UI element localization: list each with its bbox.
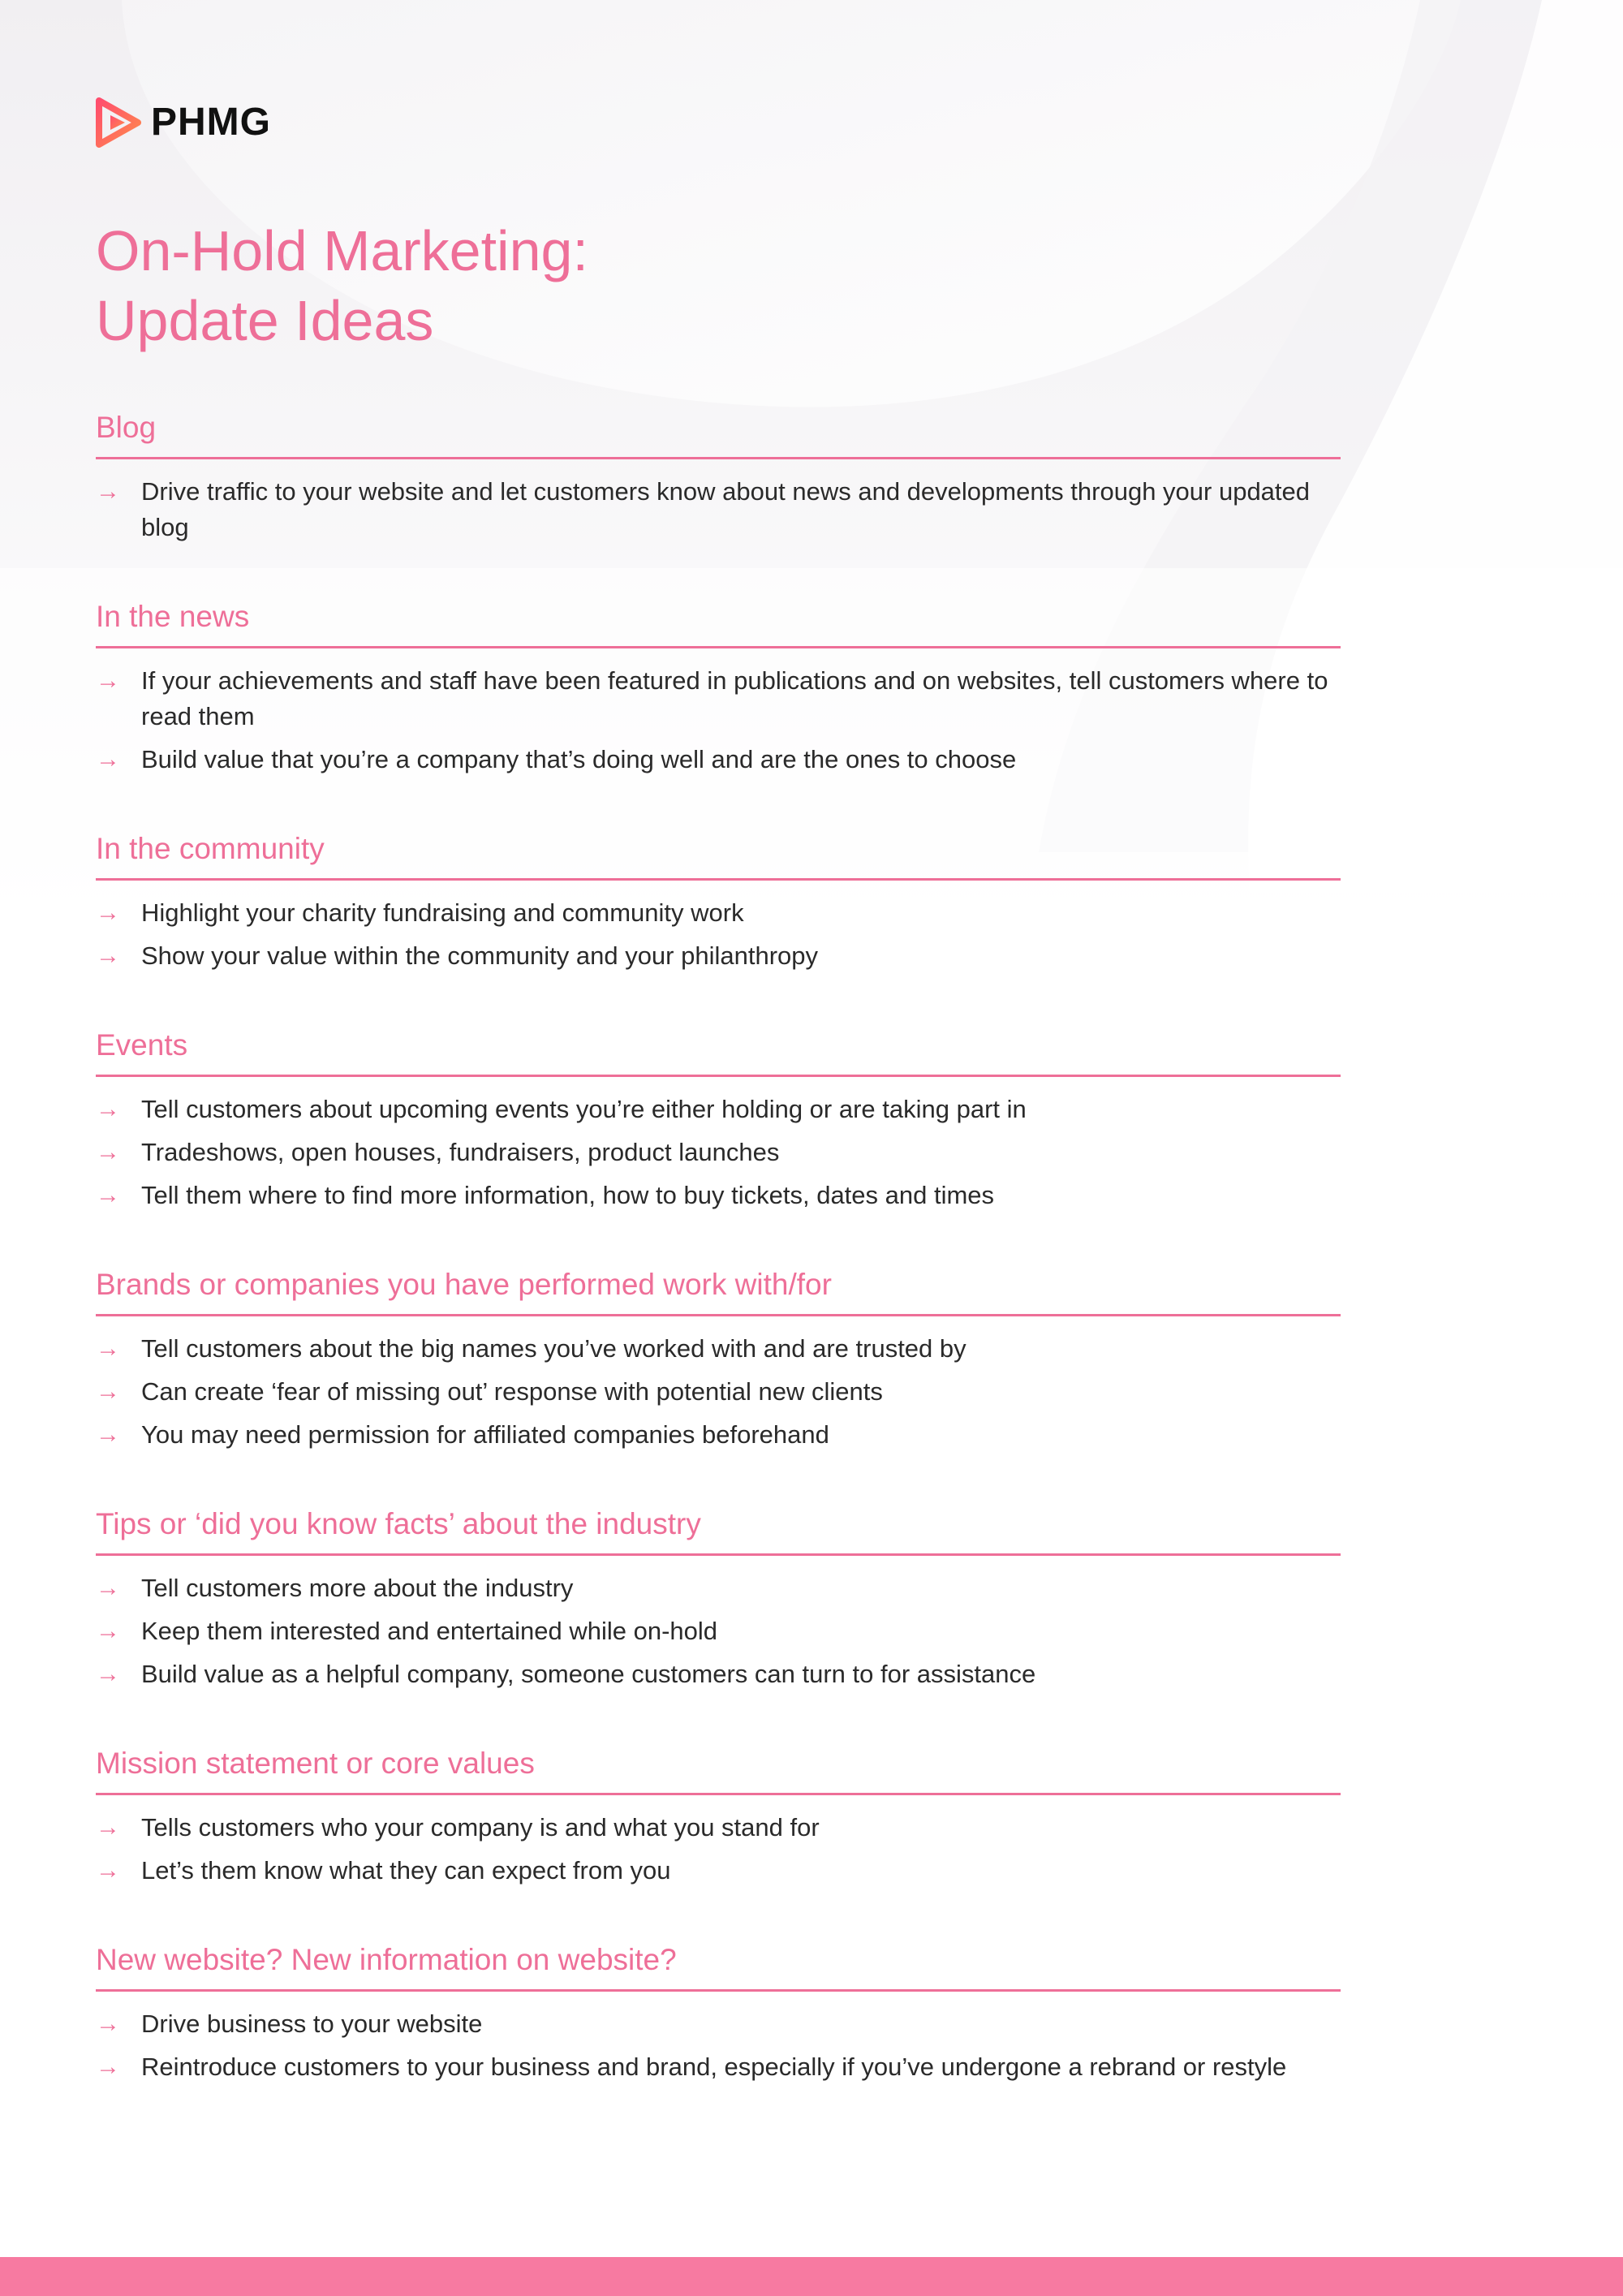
footer-bar [0,2257,1623,2296]
bullet-text: Tells customers who your company is and what you stand for [141,1813,820,1842]
list-item [96,895,1341,931]
section-mission [96,1746,1341,1889]
list-item [96,1092,1341,1127]
section-in-the-community [96,831,1341,974]
page-title-line-2: Update Ideas [96,289,434,352]
arrow-right-icon: → [96,1574,120,1601]
arrow-right-icon: → [96,1857,120,1884]
arrow-right-icon: → [96,1661,120,1687]
list-item [96,1331,1341,1367]
bullet-list [96,1810,1341,1889]
arrow-right-icon: → [96,1618,120,1644]
bullet-text: Reintroduce customers to your business and brand, especially if you’ve undergone a rebrand or restyle [141,2053,1287,2081]
page-title [96,216,588,355]
list-item [96,1135,1341,1170]
section-brands [96,1267,1341,1453]
list-item [96,742,1341,778]
section-heading: Tips or ‘did you know facts’ about the industry [96,1506,1341,1556]
bullet-text: Highlight your charity fundraising and community work [141,898,744,927]
arrow-right-icon: → [96,1378,120,1405]
list-item [96,1613,1341,1649]
list-item [96,2006,1341,2042]
list-item [96,1853,1341,1889]
list-item [96,1417,1341,1453]
bullet-text: Build value that you’re a company that’s doing well and are the ones to choose [141,745,1017,773]
list-item [96,1656,1341,1692]
list-item [96,2049,1341,2085]
arrow-right-icon: → [96,1182,120,1208]
section-heading: Blog [96,410,1341,459]
section-heading: In the news [96,599,1341,648]
bullet-text: Tell customers about the big names you’ve worked with and are trusted by [141,1334,966,1363]
bullet-text: Keep them interested and entertained while on-hold [141,1617,718,1645]
bullet-text: Drive business to your website [141,2010,483,2038]
phmg-play-icon [96,97,141,148]
arrow-right-icon: → [96,2010,120,2037]
bullet-list [96,474,1341,545]
arrow-right-icon: → [96,478,120,505]
bullet-text: Drive traffic to your website and let customers know about news and developments through your updated blog [141,477,1311,541]
section-heading: New website? New information on website? [96,1942,1341,1992]
bullet-list [96,2006,1341,2085]
bullet-list [96,895,1341,974]
section-heading: In the community [96,831,1341,881]
arrow-right-icon: → [96,942,120,969]
brand-name: PHMG [151,101,271,144]
list-item [96,1178,1341,1213]
bullet-text: You may need permission for affiliated companies beforehand [141,1420,829,1449]
section-blog [96,410,1341,545]
section-in-the-news [96,599,1341,778]
bullet-text: Can create ‘fear of missing out’ response with potential new clients [141,1377,883,1406]
bullet-text: Tell customers more about the industry [141,1574,574,1602]
brand-logo [96,97,271,148]
arrow-right-icon: → [96,1335,120,1362]
bullet-text: Tell customers about upcoming events you’re either holding or are taking part in [141,1095,1027,1123]
section-heading: Brands or companies you have performed work with/for [96,1267,1341,1316]
arrow-right-icon: → [96,746,120,773]
bullet-text: Build value as a helpful company, someone customers can turn to for assistance [141,1660,1036,1688]
arrow-right-icon: → [96,899,120,926]
bullet-text: Show your value within the community and your philanthropy [141,941,819,970]
bullet-list [96,1570,1341,1692]
list-item [96,1374,1341,1410]
page-title-line-1: On-Hold Marketing: [96,219,588,282]
bullet-list [96,663,1341,778]
bullet-text: Let’s them know what they can expect from you [141,1856,671,1885]
bullet-text: Tradeshows, open houses, fundraisers, product launches [141,1138,780,1166]
list-item [96,474,1341,545]
arrow-right-icon: → [96,1814,120,1841]
section-events [96,1027,1341,1213]
list-item [96,1570,1341,1606]
list-item [96,1810,1341,1846]
arrow-right-icon: → [96,1421,120,1448]
arrow-right-icon: → [96,2053,120,2080]
section-heading: Events [96,1027,1341,1077]
list-item [96,663,1341,734]
bullet-text: Tell them where to find more information, how to buy tickets, dates and times [141,1181,995,1209]
section-new-website [96,1942,1341,2085]
list-item [96,938,1341,974]
section-tips [96,1506,1341,1692]
sections-list [96,410,1341,2139]
section-heading: Mission statement or core values [96,1746,1341,1795]
bullet-list [96,1092,1341,1213]
arrow-right-icon: → [96,667,120,694]
bullet-text: If your achievements and staff have been featured in publications and on websites, tell customers where to read them [141,666,1328,730]
arrow-right-icon: → [96,1096,120,1122]
arrow-right-icon: → [96,1139,120,1165]
bullet-list [96,1331,1341,1453]
